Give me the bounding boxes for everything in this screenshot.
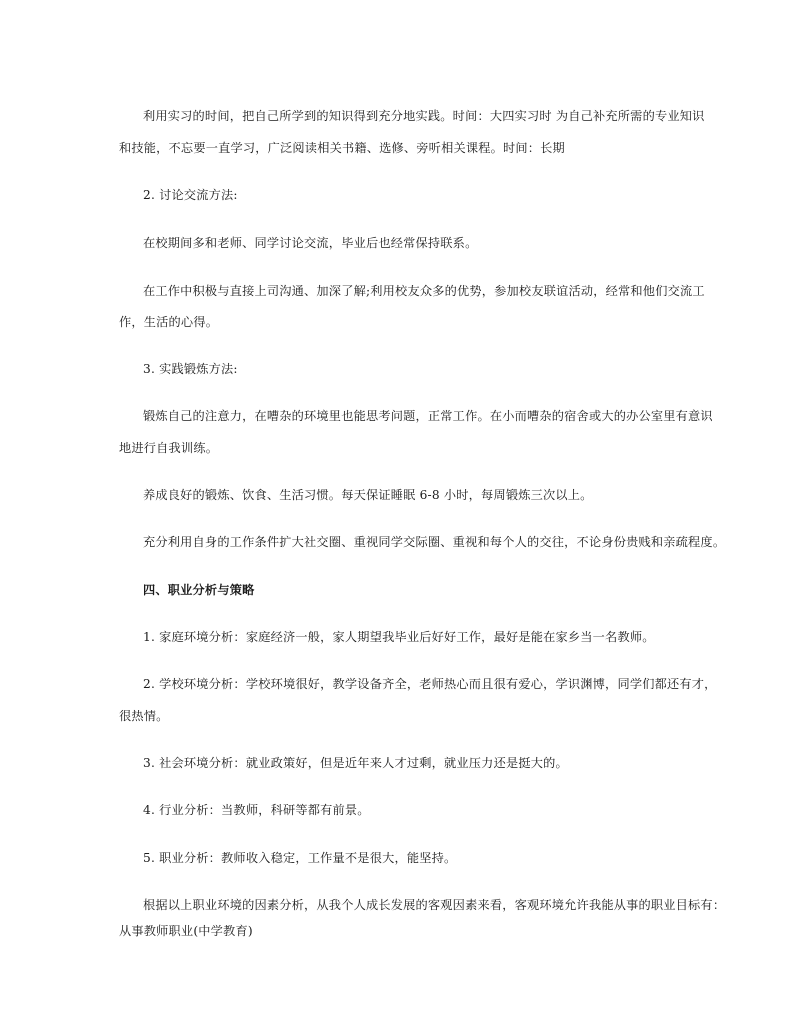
section-heading: 四、职业分析与策略 [143,583,255,597]
paragraph-line: 利用实习的时间，把自己所学到的知识得到充分地实践。时间：大四实习时 为自己补充所需的专业知识 [143,109,705,123]
paragraph-line: 充分利用自身的工作条件扩大社交圈、重视同学交际圈、重视和每个人的交往，不论身份贵贱和亲疏程度。 [143,535,726,549]
section-subheading: 3. 实践锻炼方法: [143,362,238,376]
section-subheading: 2. 讨论交流方法: [143,188,238,202]
paragraph-line: 在校期间多和老师、同学讨论交流，毕业后也经常保持联系。 [143,236,478,250]
paragraph-line: 1. 家庭环境分析：家庭经济一般，家人期望我毕业后好好工作，最好是能在家乡当一名教师。 [143,630,655,644]
paragraph-line: 作，生活的心得。 [119,315,219,329]
paragraph-line: 和技能，不忘要一直学习，广泛阅读相关书籍、选修、旁听相关课程。时间：长期 [119,141,565,155]
paragraph-line: 2. 学校环境分析：学校环境很好，教学设备齐全，老师热心而且很有爱心，学识渊博，同学们都还有才， [143,677,717,691]
paragraph-line: 在工作中积极与直接上司沟通、加深了解;利用校友众多的优势，参加校友联谊活动，经常和他们交流工 [143,284,705,298]
paragraph-line: 4. 行业分析：当教师，科研等都有前景。 [143,803,370,817]
paragraph-line: 从事教师职业(中学教育) [119,924,253,938]
paragraph-line: 养成良好的锻炼、饮食、生活习惯。每天保证睡眠 6-8 小时，每周锻炼三次以上。 [143,488,593,502]
paragraph-line: 根据以上职业环境的因素分析，从我个人成长发展的客观因素来看，客观环境允许我能从事的职业目标有： [143,898,726,912]
paragraph-line: 地进行自我训练。 [119,441,219,455]
paragraph-line: 很热情。 [119,709,169,723]
paragraph-line: 3. 社会环境分析：就业政策好，但是近年来人才过剩，就业压力还是挺大的。 [143,756,568,770]
paragraph-line: 锻炼自己的注意力，在嘈杂的环境里也能思考问题，正常工作。在小而嘈杂的宿舍或大的办公室里有意识 [143,409,713,423]
paragraph-line: 5. 职业分析：教师收入稳定，工作量不是很大，能坚持。 [143,851,457,865]
